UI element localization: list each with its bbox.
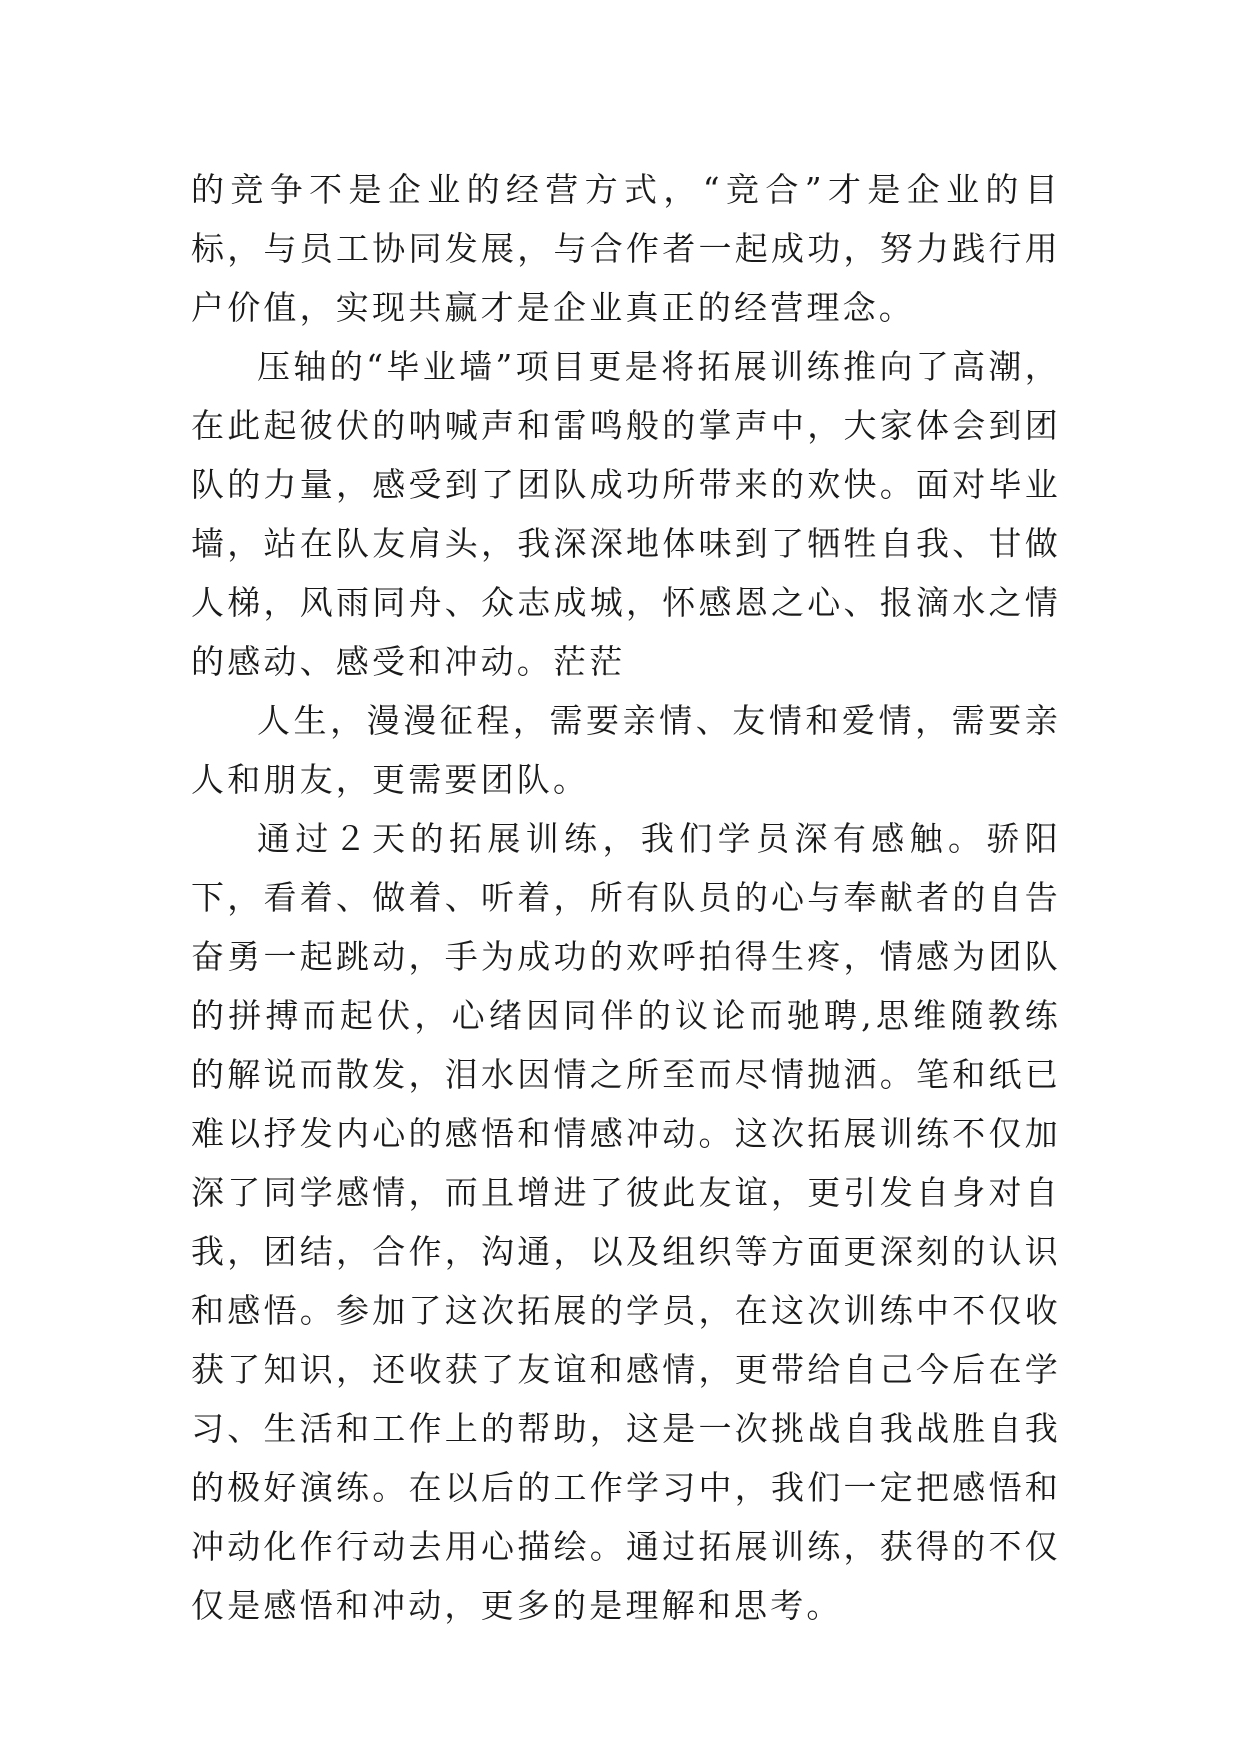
paragraph-3: 人生，漫漫征程，需要亲情、友情和爱情，需要亲人和朋友，更需要团队。 — [191, 701, 1061, 799]
paragraph-1: 的竞争不是企业的经营方式，“竞合”才是企业的目标，与员工协同发展，与合作者一起成功，努力践行用户价值，实现共赢才是企业真正的经营理念。 — [191, 170, 1061, 327]
document-body — [191, 160, 1061, 1635]
paragraph-4: 通过２天的拓展训练，我们学员深有感触。骄阳下，看着、做着、听着，所有队员的心与奉献者的自告奋勇一起跳动，手为成功的欢呼拍得生疼，情感为团队的拼搏而起伏，心绪因同伴的议论而驰聘,思维随教练的解说而散发，泪水因情之所至而尽情抛洒。笔和纸已难以抒发内心的感悟和情感冲动。这次拓展训练不仅加深了同学感情，而且增进了彼此友谊，更引发自身对自我，团结，合作，沟通，以及组织等方面更深刻的认识和感悟。参加了这次拓展的学员，在这次训练中不仅收获了知识，还收获了友谊和感情，更带给自己今后在学习、生活和工作上的帮助，这是一次挑战自我战胜自我的极好演练。在以后的工作学习中，我们一定把感悟和冲动化作行动去用心描绘。通过拓展训练，获得的不仅仅是感悟和冲动，更多的是理解和思考。 — [191, 819, 1061, 1625]
paragraph-2: 压轴的“毕业墙”项目更是将拓展训练推向了高潮，在此起彼伏的呐喊声和雷鸣般的掌声中，大家体会到团队的力量，感受到了团队成功所带来的欢快。面对毕业墙，站在队友肩头，我深深地体味到了牺牲自我、甘做人梯，风雨同舟、众志成城，怀感恩之心、报滴水之情的感动、感受和冲动。茫茫 — [191, 347, 1061, 681]
